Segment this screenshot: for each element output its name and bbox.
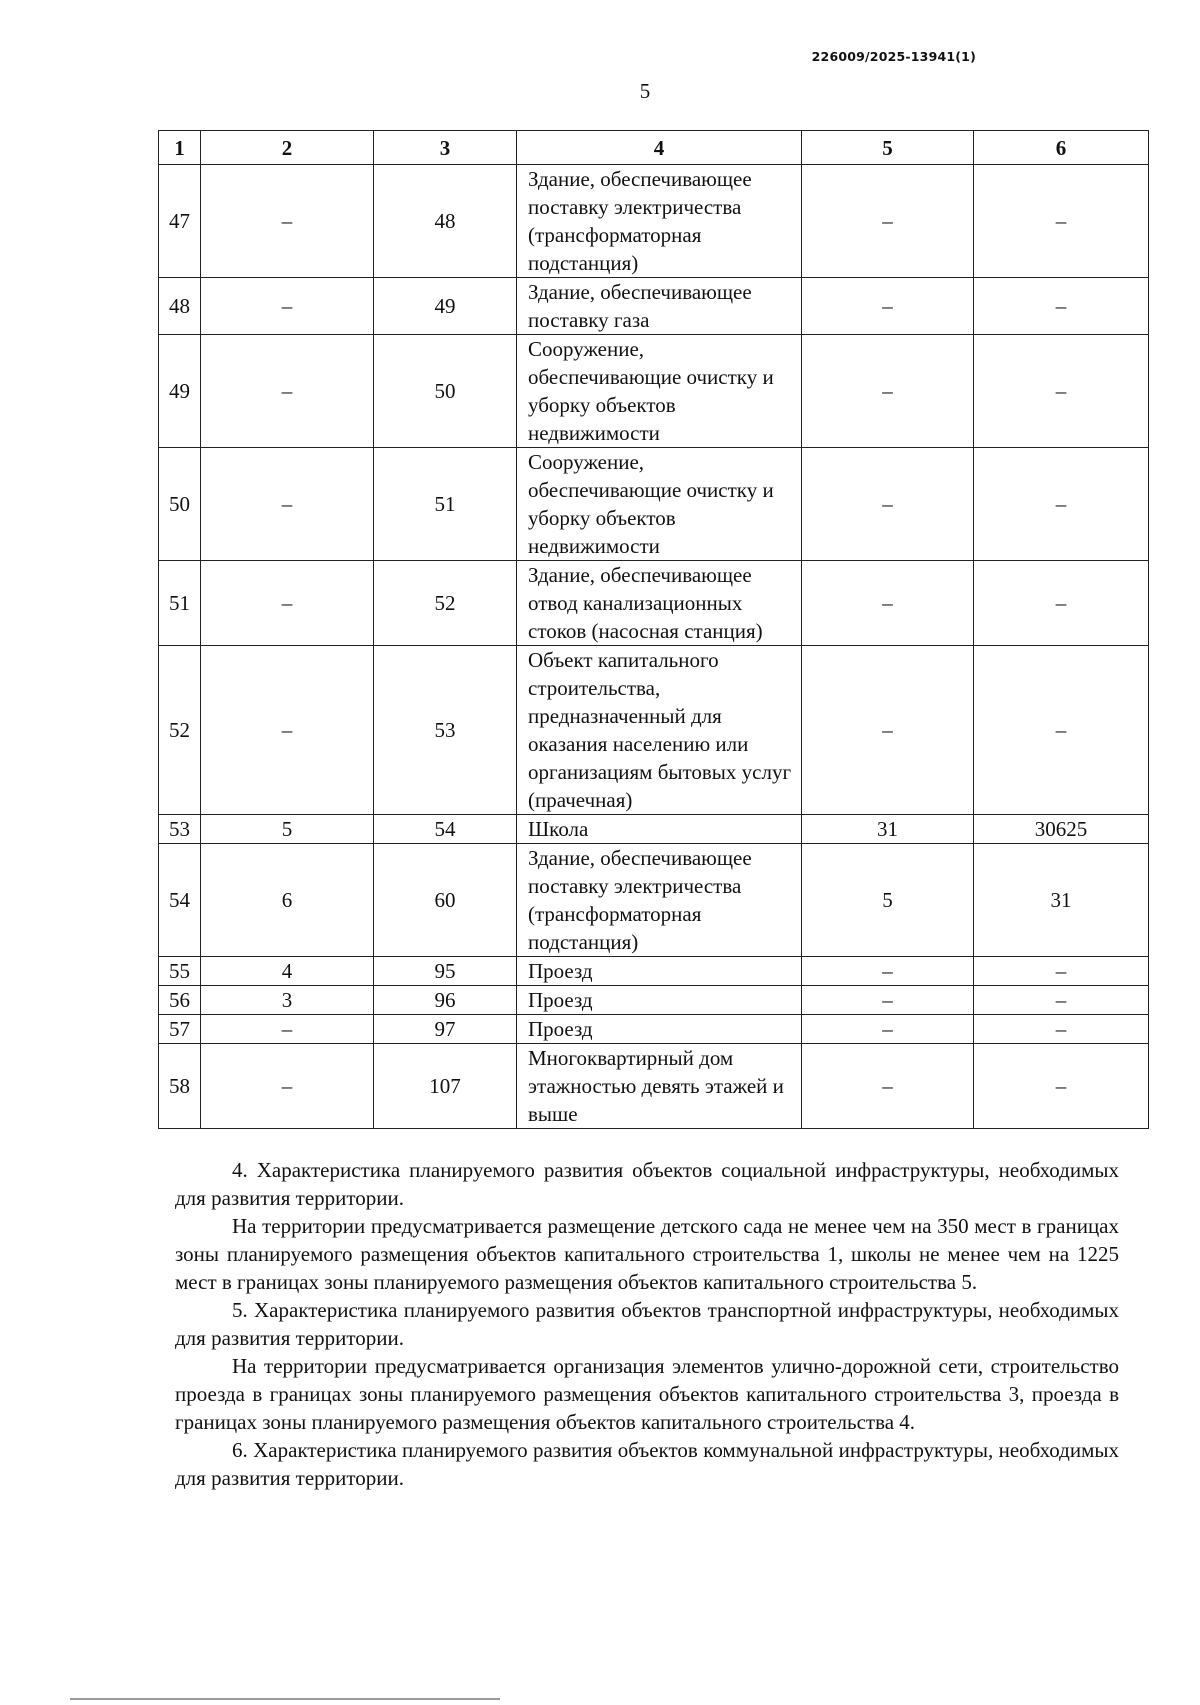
column-header: 6 — [974, 131, 1149, 165]
table-row — [159, 278, 1149, 335]
table-row — [159, 844, 1149, 957]
table-cell: Объект капитального строительства, предназначенный для оказания населению или организациям бытовых услуг (прачечная) — [517, 646, 802, 815]
table-row — [159, 561, 1149, 646]
table-cell: 51 — [374, 448, 517, 561]
table-cell: – — [802, 165, 974, 278]
table-cell: 54 — [374, 815, 517, 844]
table-header-row — [159, 131, 1149, 165]
table-cell: 3 — [201, 986, 374, 1015]
table-cell: – — [974, 957, 1149, 986]
table-cell: – — [974, 448, 1149, 561]
table-cell: 50 — [159, 448, 201, 561]
table-cell: 58 — [159, 1044, 201, 1129]
table-row — [159, 957, 1149, 986]
table-cell: 50 — [374, 335, 517, 448]
table-row — [159, 448, 1149, 561]
table-cell: 51 — [159, 561, 201, 646]
table-cell: – — [974, 165, 1149, 278]
objects-table — [158, 130, 1149, 1129]
table-cell: – — [974, 561, 1149, 646]
table-cell: – — [974, 335, 1149, 448]
table-row — [159, 335, 1149, 448]
table-cell: – — [201, 646, 374, 815]
table-cell: 107 — [374, 1044, 517, 1129]
table-cell: – — [201, 1015, 374, 1044]
table-cell: 49 — [374, 278, 517, 335]
column-header: 4 — [517, 131, 802, 165]
table-cell: – — [201, 165, 374, 278]
table-cell: 4 — [201, 957, 374, 986]
table-cell: 31 — [974, 844, 1149, 957]
body-text — [175, 1156, 1119, 1492]
table-row — [159, 1015, 1149, 1044]
table-cell: – — [974, 646, 1149, 815]
table-cell: – — [201, 335, 374, 448]
section-5-paragraph: На территории предусматривается организация элементов улично-дорожной сети, строительство проезда в границах зоны планируемого размещения объектов капитального строительства 3, проезда в границах зоны планируемого размещения объектов капитального строительства 4. — [175, 1354, 1119, 1434]
document-registration-number: 226009/2025-13941(1) — [811, 49, 976, 64]
scan-artifact-line — [70, 1698, 500, 1700]
table-cell: Проезд — [517, 986, 802, 1015]
table-cell: 96 — [374, 986, 517, 1015]
table-cell: – — [802, 1015, 974, 1044]
section-4-heading: 4. Характеристика планируемого развития объектов социальной инфраструктуры, необходимых для развития территории. — [175, 1158, 1119, 1210]
table-cell: Многоквартирный дом этажностью девять этажей и выше — [517, 1044, 802, 1129]
table-cell: 48 — [374, 165, 517, 278]
table-cell: 5 — [802, 844, 974, 957]
table-cell: 56 — [159, 986, 201, 1015]
table-cell: – — [974, 1015, 1149, 1044]
table-cell: Проезд — [517, 957, 802, 986]
table-cell: 31 — [802, 815, 974, 844]
table-cell: 57 — [159, 1015, 201, 1044]
table-cell: – — [802, 957, 974, 986]
section-5-heading: 5. Характеристика планируемого развития объектов транспортной инфраструктуры, необходимых для развития территории. — [175, 1298, 1119, 1350]
column-header: 3 — [374, 131, 517, 165]
table-cell: Здание, обеспечивающее поставку газа — [517, 278, 802, 335]
table-cell: 53 — [374, 646, 517, 815]
table-cell: Здание, обеспечивающее поставку электричества (трансформаторная подстанция) — [517, 844, 802, 957]
table-cell: Здание, обеспечивающее отвод канализационных стоков (насосная станция) — [517, 561, 802, 646]
section-4-paragraph: На территории предусматривается размещение детского сада не менее чем на 350 мест в границах зоны планируемого размещения объектов капитального строительства 1, школы не менее чем на 1225 мест в границах зоны планируемого размещения объектов капитального строительства 5. — [175, 1214, 1119, 1294]
column-header: 1 — [159, 131, 201, 165]
table-cell: 60 — [374, 844, 517, 957]
table-cell: 48 — [159, 278, 201, 335]
table-cell: – — [802, 561, 974, 646]
table-row — [159, 165, 1149, 278]
table-cell: Сооружение, обеспечивающие очистку и уборку объектов недвижимости — [517, 335, 802, 448]
section-6-heading: 6. Характеристика планируемого развития объектов коммунальной инфраструктуры, необходимых для развития территории. — [175, 1438, 1119, 1490]
table-cell: – — [802, 448, 974, 561]
table-cell: – — [802, 335, 974, 448]
table-cell: – — [802, 1044, 974, 1129]
table-cell: – — [201, 1044, 374, 1129]
table-cell: – — [201, 448, 374, 561]
table-row — [159, 1044, 1149, 1129]
table-row — [159, 815, 1149, 844]
table-cell: – — [201, 278, 374, 335]
table-cell: 55 — [159, 957, 201, 986]
table-cell: Сооружение, обеспечивающие очистку и уборку объектов недвижимости — [517, 448, 802, 561]
table-cell: 52 — [159, 646, 201, 815]
table-cell: 49 — [159, 335, 201, 448]
table-cell: 6 — [201, 844, 374, 957]
table-row — [159, 986, 1149, 1015]
table-cell: 97 — [374, 1015, 517, 1044]
table-cell: – — [802, 646, 974, 815]
table-cell: Школа — [517, 815, 802, 844]
column-header: 2 — [201, 131, 374, 165]
table-cell: – — [201, 561, 374, 646]
table-cell: 5 — [201, 815, 374, 844]
table-cell: 52 — [374, 561, 517, 646]
table-cell: Проезд — [517, 1015, 802, 1044]
table-cell: – — [802, 986, 974, 1015]
table-row — [159, 646, 1149, 815]
table-cell: – — [802, 278, 974, 335]
column-header: 5 — [802, 131, 974, 165]
table-cell: – — [974, 1044, 1149, 1129]
table-cell: – — [974, 986, 1149, 1015]
table-cell: – — [974, 278, 1149, 335]
table-cell: 47 — [159, 165, 201, 278]
table-cell: 53 — [159, 815, 201, 844]
table-cell: 95 — [374, 957, 517, 986]
page-number: 5 — [639, 79, 651, 103]
table-cell: 30625 — [974, 815, 1149, 844]
table-cell: 54 — [159, 844, 201, 957]
table-cell: Здание, обеспечивающее поставку электричества (трансформаторная подстанция) — [517, 165, 802, 278]
